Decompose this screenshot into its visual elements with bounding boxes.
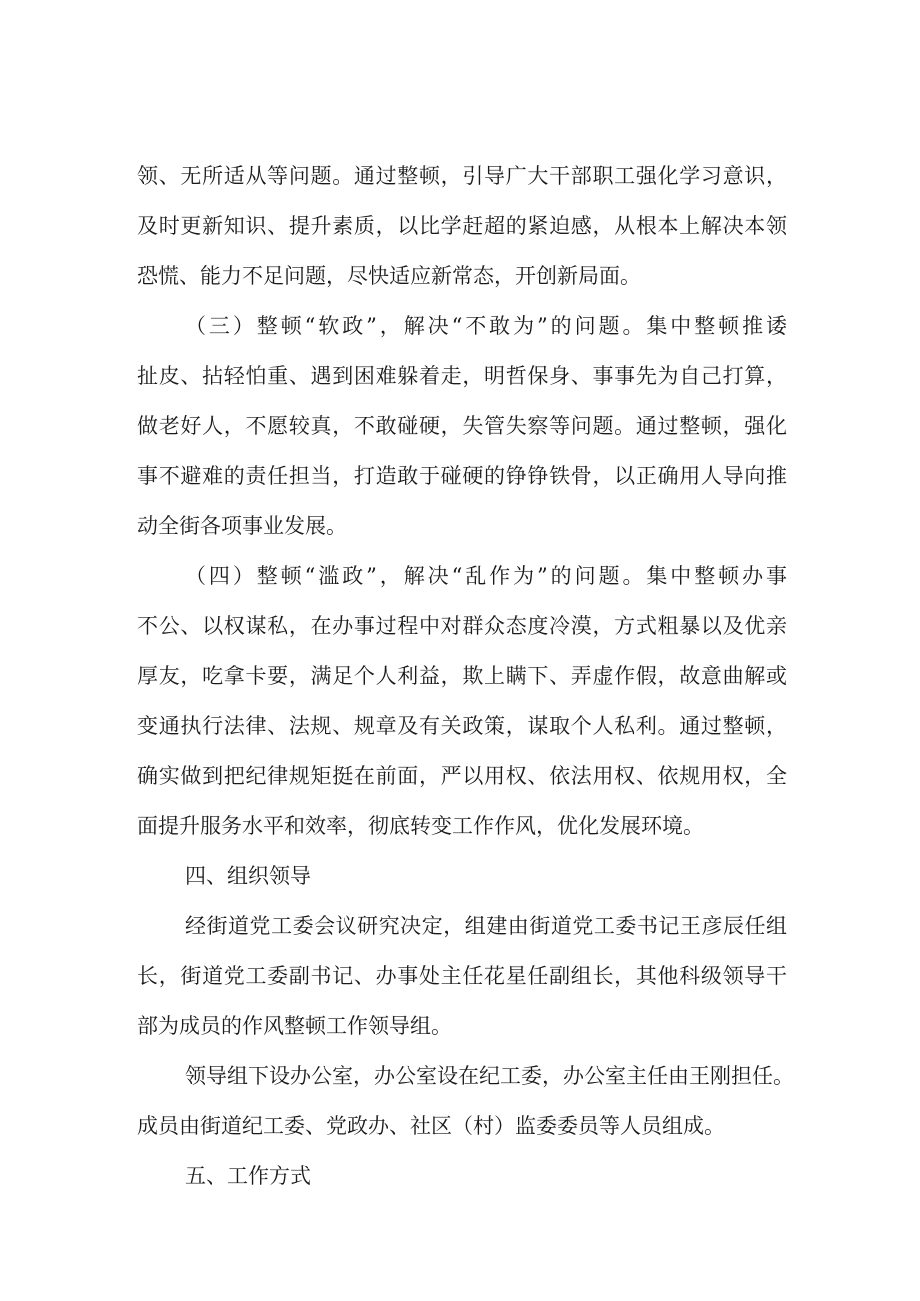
paragraph-line: 领导组下设办公室，办公室设在纪工委，办公室主任由王刚担任。 <box>185 1064 794 1088</box>
paragraph-line: 及时更新知识、提升素质，以比学赶超的紧迫感，从根本上解决本领 <box>137 214 787 238</box>
paragraph-line: 领、无所适从等问题。通过整顿，引导广大干部职工强化学习意识， <box>137 164 787 188</box>
paragraph-line: 确实做到把纪律规矩挺在前面，严以用权、依法用权、依规用权，全 <box>137 764 787 788</box>
paragraph-line: 做老好人，不愿较真，不敢碰硬，失管失察等问题。通过整顿，强化 <box>137 414 787 438</box>
paragraph-line: 事不避难的责任担当，打造敢于碰硬的铮铮铁骨，以正确用人导向推 <box>137 464 787 488</box>
paragraph-line: 不公、以权谋私，在办事过程中对群众态度冷漠，方式粗暴以及优亲 <box>137 614 787 638</box>
paragraph-line: 部为成员的作风整顿工作领导组。 <box>137 1014 452 1038</box>
paragraph-line: （四）整顿“滥政”，解决“乱作为”的问题。集中整顿办事 <box>185 564 787 588</box>
paragraph-line: 经街道党工委会议研究决定，组建由街道党工委书记王彦辰任组 <box>185 914 787 938</box>
paragraph-line: 恐慌、能力不足问题，尽快适应新常态，开创新局面。 <box>137 264 641 288</box>
paragraph-line: 动全街各项事业发展。 <box>137 514 347 538</box>
paragraph-line: 变通执行法律、法规、规章及有关政策，谋取个人私利。通过整顿， <box>137 714 787 738</box>
section-heading: 四、组织领导 <box>185 864 311 888</box>
paragraph-line: 长，街道党工委副书记、办事处主任花星任副组长，其他科级领导干 <box>137 964 787 988</box>
section-heading: 五、工作方式 <box>185 1164 311 1188</box>
paragraph-line: 扯皮、拈轻怕重、遇到困难躲着走，明哲保身、事事先为自己打算， <box>137 364 787 388</box>
paragraph-line: 面提升服务水平和效率，彻底转变工作作风，优化发展环境。 <box>137 814 704 838</box>
paragraph-line: 厚友，吃拿卡要，满足个人利益，欺上瞒下、弄虚作假，故意曲解或 <box>137 664 787 688</box>
paragraph-line: 成员由街道纪工委、党政办、社区（村）监委委员等人员组成。 <box>137 1114 725 1138</box>
paragraph-line: （三）整顿“软政”，解决“不敢为”的问题。集中整顿推诿 <box>185 314 787 338</box>
